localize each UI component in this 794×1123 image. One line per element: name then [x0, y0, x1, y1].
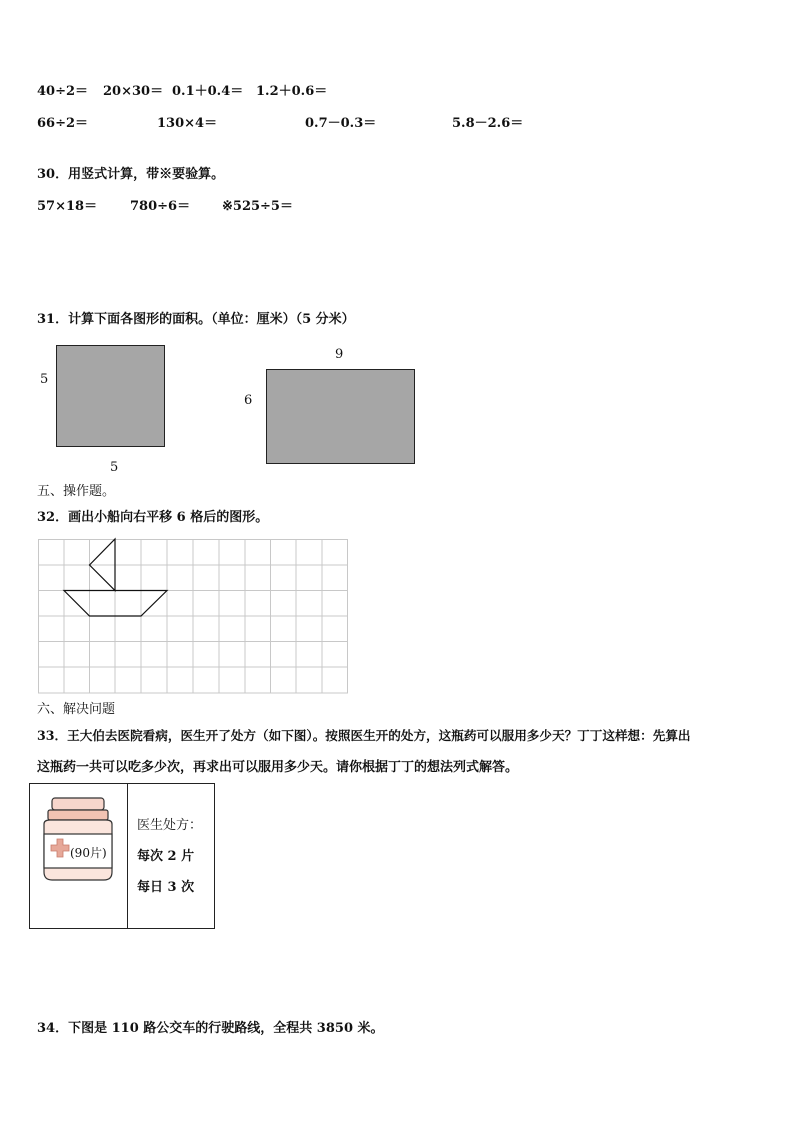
q30-item: 780÷6＝ — [130, 199, 191, 214]
bottle-label: (90片) — [70, 846, 107, 860]
rect-length-label: 9 — [335, 347, 344, 362]
prescription-title: 医生处方： — [137, 818, 203, 833]
question-30-title: 30．用竖式计算，带※要验算。 — [37, 167, 225, 182]
question-33-line2: 这瓶药一共可以吃多少次，再求出可以服用多少天。请你根据丁丁的想法列式解答。 — [37, 760, 519, 775]
question-34-title: 34．下图是 110 路公交车的行驶路线，全程共 3850 米。 — [37, 1021, 384, 1036]
prescription-divider — [127, 784, 128, 928]
rectangle-figure — [266, 369, 415, 464]
section-6-heading: 六、解决问题 — [37, 702, 116, 717]
arith-item: 0.7－0.3＝ — [305, 116, 377, 131]
q30-item: ※525÷5＝ — [222, 199, 293, 214]
square-side-label: 5 — [40, 372, 49, 387]
question-31-title: 31．计算下面各图形的面积。（单位：厘米）（5 分米） — [37, 312, 355, 327]
medicine-bottle-icon — [38, 796, 118, 884]
question-32-title: 32．画出小船向右平移 6 格后的图形。 — [37, 510, 269, 525]
prescription-frequency: 每日 3 次 — [137, 880, 195, 895]
arith-item: 0.1＋0.4＝ — [172, 84, 244, 99]
section-5-heading: 五、操作题。 — [37, 484, 116, 499]
prescription-dose: 每次 2 片 — [137, 849, 195, 864]
arith-item: 130×4＝ — [157, 116, 218, 131]
rect-width-label: 6 — [244, 393, 253, 408]
square-figure — [56, 345, 165, 447]
q30-item: 57×18＝ — [37, 199, 98, 214]
boat-grid — [38, 539, 349, 694]
arith-item: 5.8－2.6＝ — [452, 116, 524, 131]
arith-item: 20×30＝ — [103, 84, 164, 99]
arith-item: 40÷2＝ — [37, 84, 89, 99]
arith-item: 1.2＋0.6＝ — [256, 84, 328, 99]
grid-lines — [38, 539, 348, 693]
square-bottom-label: 5 — [110, 460, 119, 475]
question-33-line1: 33．王大伯去医院看病，医生开了处方（如下图）。按照医生开的处方，这瓶药可以服用多少天？丁丁这样想：先算出 — [37, 728, 691, 743]
arith-item: 66÷2＝ — [37, 116, 89, 131]
